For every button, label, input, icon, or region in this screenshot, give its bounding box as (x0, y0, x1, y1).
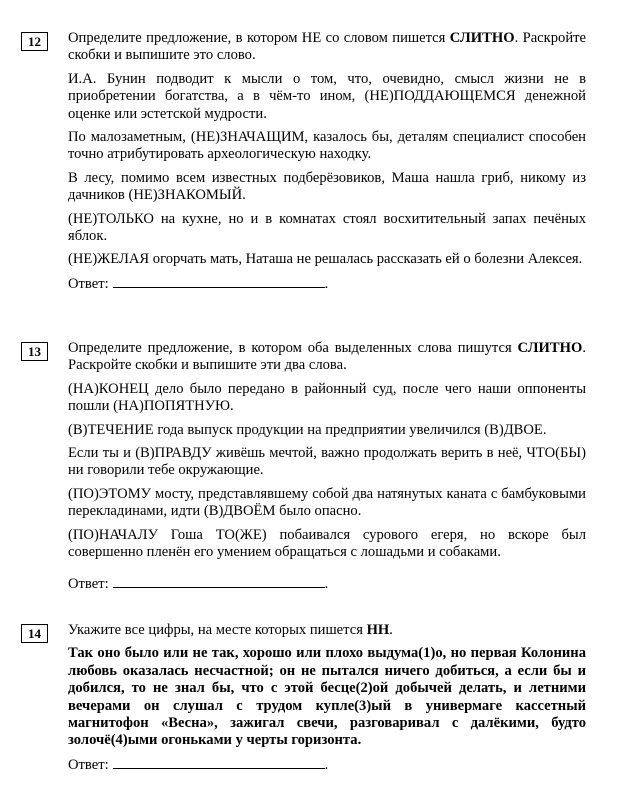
option: По малозаметным, (НЕ)ЗНАЧАЩИМ, казалось бы, деталям специалист способен точно атрибутировать археологическую находку. (68, 129, 586, 163)
option: (ПО)НАЧАЛУ Гоша ТО(ЖЕ) побаивался сурового егеря, но вскоре был совершенно пленён его умением обращаться с лошадьми и собаками. (68, 526, 586, 561)
task-content (68, 30, 586, 299)
option: Если ты и (В)ПРАВДУ живёшь мечтой, важно продолжать верить в неё, ЧТО(БЫ) ни говорили тебе окружающие. (68, 445, 586, 479)
task-number-box: 13 (21, 342, 48, 361)
task-number-box: 14 (21, 624, 48, 643)
task-prompt: Определите предложение, в котором оба выделенных слова пишутся СЛИТНО. Раскройте скобки и выпишите эти два слова. (68, 340, 586, 374)
answer-field[interactable] (113, 275, 325, 288)
option: В лесу, помимо всем известных подберёзовиков, Маша нашла гриб, никому из дачников (НЕ)ЗНАКОМЫЙ. (68, 169, 586, 204)
answer-line: Ответ: . (68, 275, 329, 292)
task-content (68, 622, 586, 780)
option: (НЕ)ЖЕЛАЯ огорчать мать, Наташа не решалась рассказать ей о болезни Алексея. (68, 251, 583, 268)
option: (НА)КОНЕЦ дело было передано в районный суд, после чего наши оппоненты пошли (НА)ПОПЯТНУЮ. (68, 380, 586, 415)
answer-field[interactable] (113, 575, 325, 588)
task-prompt: Укажите все цифры, на месте которых пишется НН. (68, 622, 393, 638)
option: (В)ТЕЧЕНИЕ года выпуск продукции на предприятии увеличился (В)ДВОЕ. (68, 421, 547, 438)
task-content (68, 340, 586, 600)
task-prompt: Определите предложение, в котором НЕ со словом пишется СЛИТНО. Раскройте скобки и выпишите это слово. (68, 30, 587, 64)
option: (НЕ)ТОЛЬКО на кухне, но и в комнатах стоял восхитительный запах печёных яблок. (68, 210, 586, 245)
answer-line: Ответ: . (68, 756, 329, 773)
option: И.А. Бунин подводит к мысли о том, что, очевидно, смысл жизни не в приобретении богатства, а в чём-то ином, (НЕ)ПОДДАЮЩЕМСЯ денежной оценке или эстетской мудрости. (68, 70, 586, 122)
answer-field[interactable] (113, 756, 325, 769)
task-number-box: 12 (21, 32, 48, 51)
task-text: Так оно было или не так, хорошо или плохо выдума(1)о, но первая Колонина любовь оказалась несчастной; он не пытался ничего добиться, а если бы и добился, то не знал бы, что с этой бесце(2)ой добычей делать, и летними вечерами он слушал с трудом купле(3)ый в универмаге кассетный магнитофон «Весна», зажигал свечи, разговаривал с далёкими, будто золочё(4)ыми огоньками у черты горизонта. (68, 645, 586, 749)
option: (ПО)ЭТОМУ мосту, представлявшему собой два натянутых каната с бамбуковыми перекладинами, идти (В)ДВОЁМ было опасно. (68, 485, 586, 520)
answer-line: Ответ: . (68, 576, 329, 593)
